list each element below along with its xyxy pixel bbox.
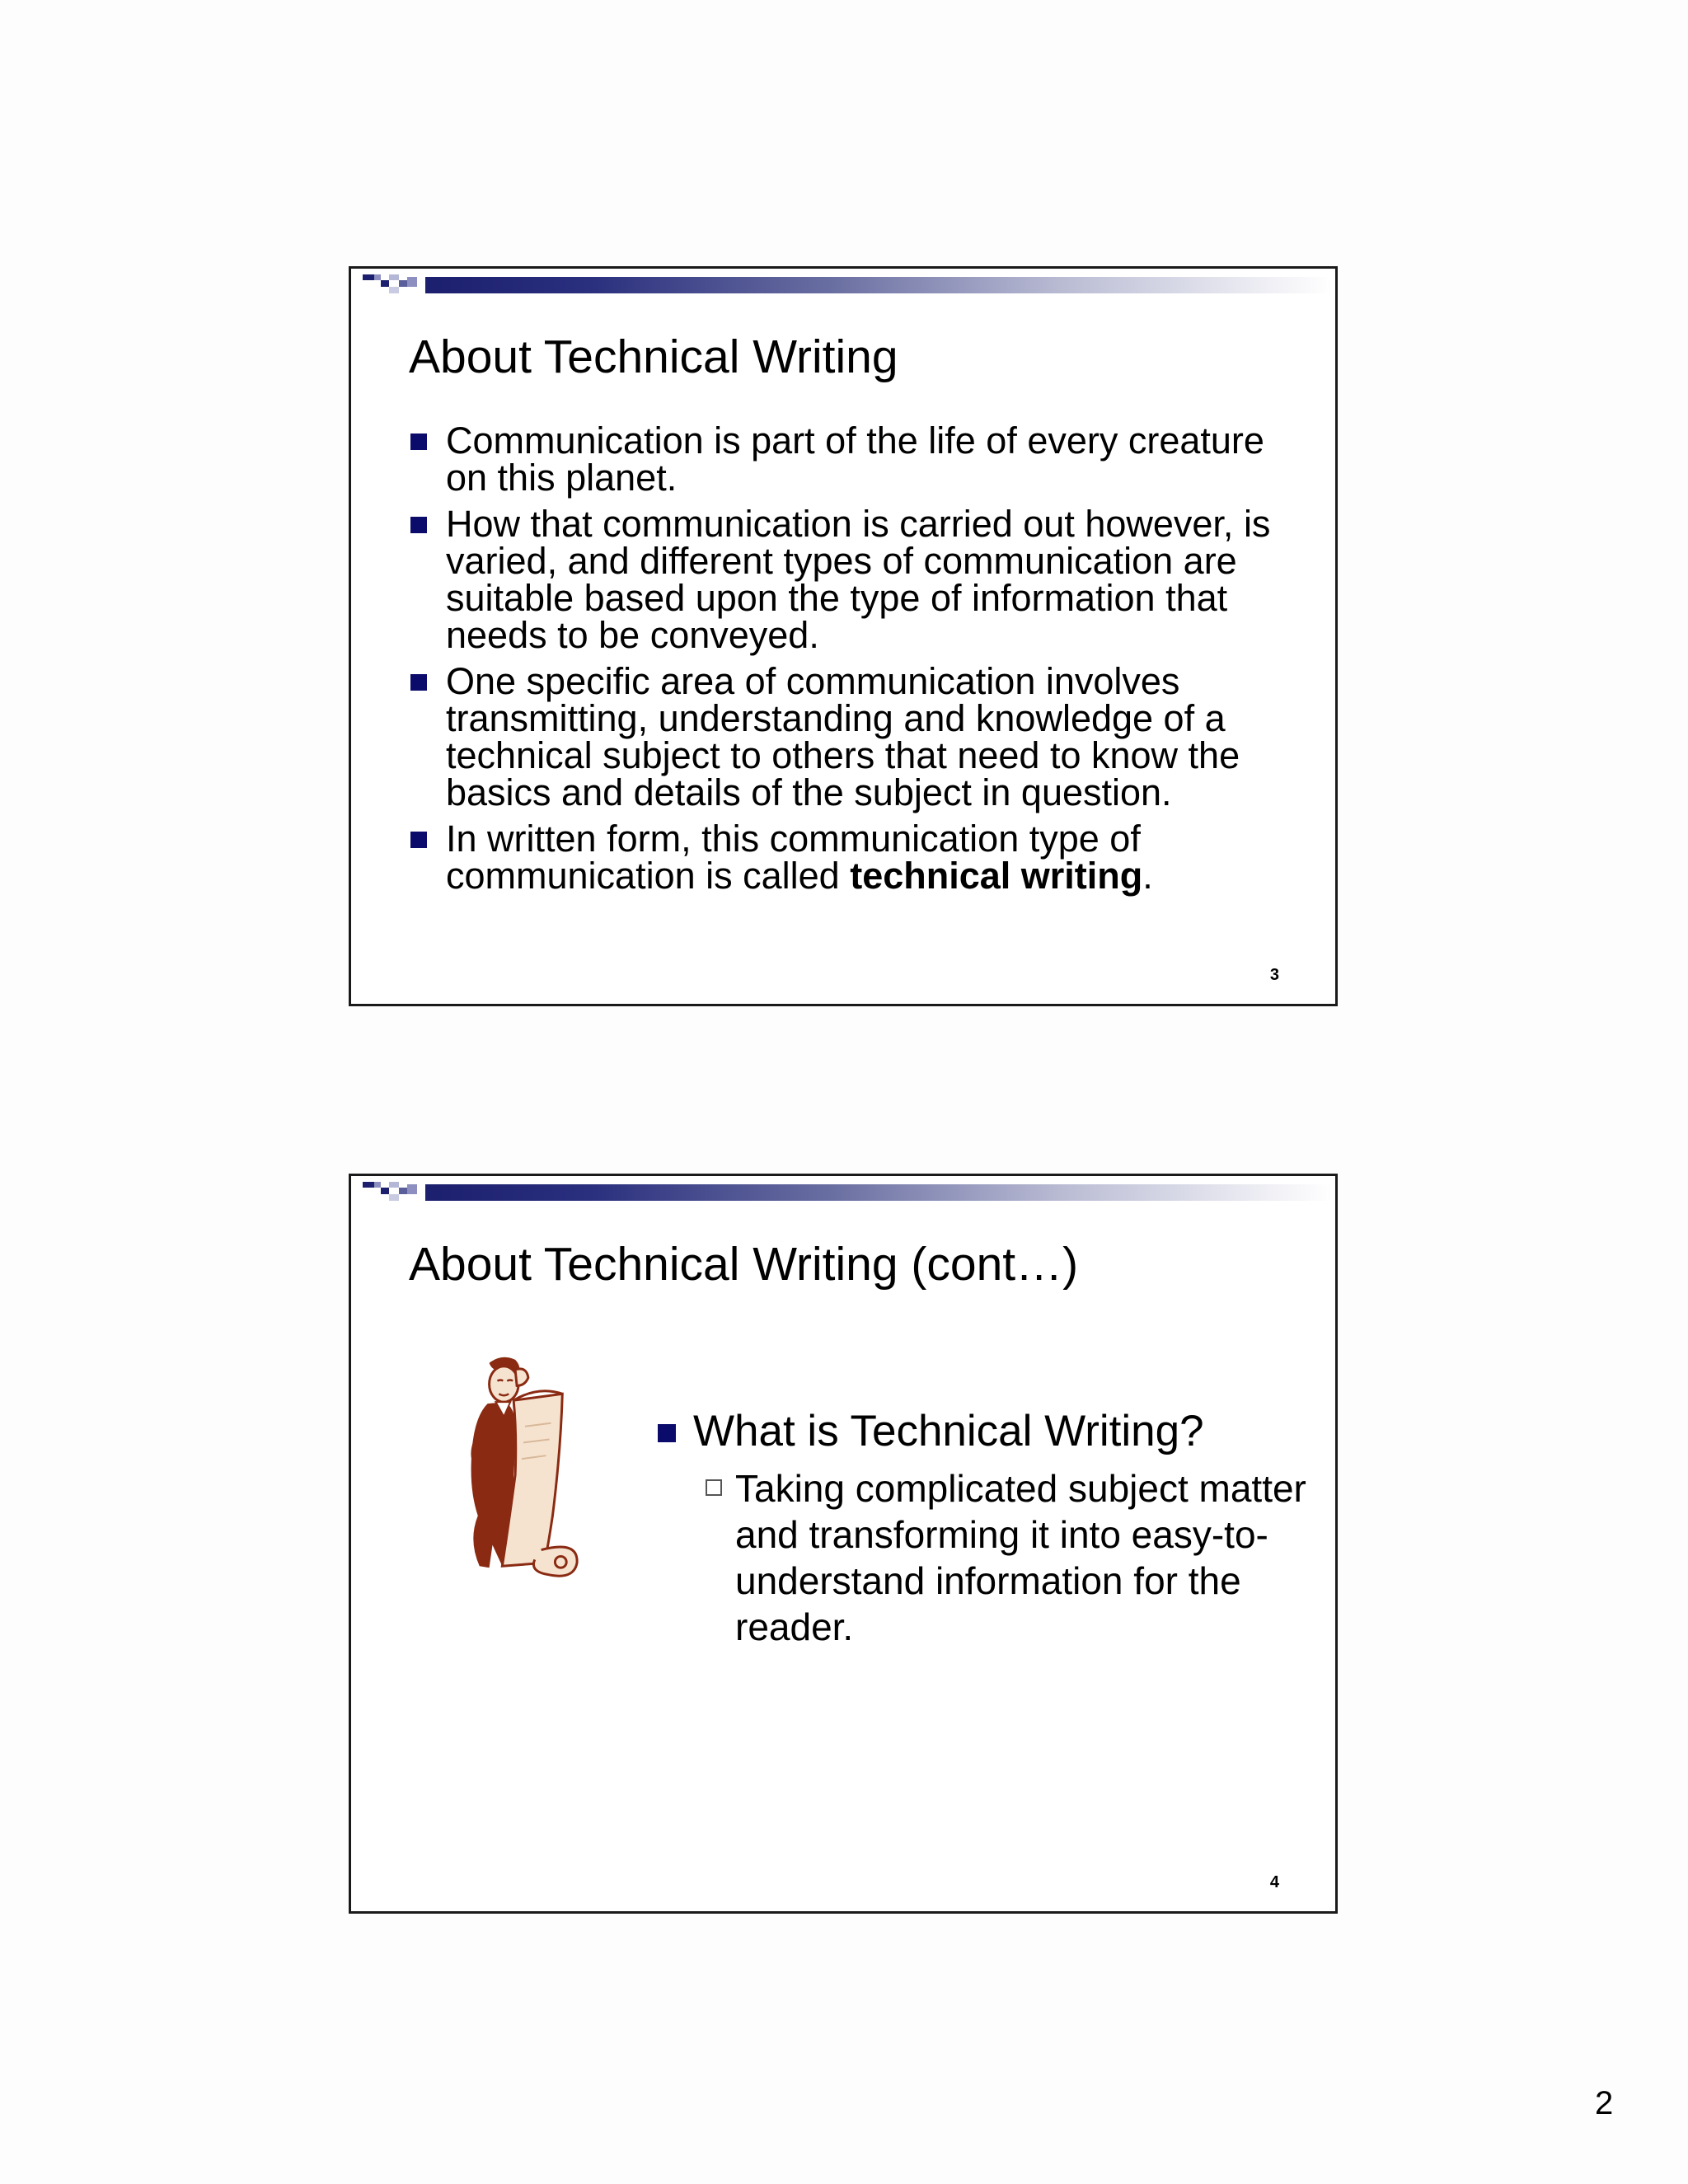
bullet-text bbox=[446, 818, 1153, 897]
bold-term: technical writing bbox=[850, 855, 1143, 897]
square-bullet-icon bbox=[410, 517, 427, 533]
bullet-list bbox=[409, 419, 1299, 903]
slide-title: About Technical Writing (cont…) bbox=[409, 1238, 1079, 1291]
slide-number: 3 bbox=[1269, 966, 1279, 984]
square-bullet-icon bbox=[410, 674, 427, 691]
bullet-text-after: . bbox=[1142, 855, 1153, 897]
bullet-item bbox=[409, 505, 1299, 654]
main-bullet-text: What is Technical Writing? bbox=[693, 1407, 1204, 1455]
pixel-decoration bbox=[351, 1176, 434, 1212]
page-number: 2 bbox=[1595, 2085, 1614, 2121]
man-reading-scroll-icon bbox=[457, 1353, 587, 1581]
bullet-item bbox=[409, 818, 1299, 897]
slide-3 bbox=[349, 266, 1338, 1006]
bullet-text: Communication is part of the life of every creature on this planet. bbox=[446, 419, 1264, 499]
slide-number: 4 bbox=[1269, 1873, 1279, 1891]
bullet-text-before: In written form, this communication type of communication is called bbox=[446, 818, 1141, 897]
title-gradient-band bbox=[425, 1184, 1332, 1201]
square-bullet-icon bbox=[410, 832, 427, 848]
main-bullet bbox=[656, 1407, 1204, 1456]
bullet-item bbox=[409, 419, 1299, 499]
slide-title: About Technical Writing bbox=[409, 330, 898, 383]
bullet-text: How that communication is carried out however, is varied, and different types of communication are suitable based upon the type of information that needs to be conveyed. bbox=[446, 503, 1271, 656]
pixel-decoration bbox=[351, 269, 434, 305]
slide-4 bbox=[349, 1174, 1338, 1914]
square-bullet-icon bbox=[658, 1424, 676, 1442]
square-bullet-icon bbox=[410, 434, 427, 450]
sub-bullet bbox=[706, 1465, 1329, 1650]
bullet-text: One specific area of communication involves transmitting, understanding and knowledge of a technical subject to others that need to know the basics and details of the subject in question. bbox=[446, 660, 1240, 813]
hollow-square-bullet-icon bbox=[706, 1479, 722, 1496]
bullet-item bbox=[409, 660, 1299, 813]
title-gradient-band bbox=[425, 277, 1332, 293]
sub-bullet-text: Taking complicated subject matter and transforming it into easy-to-understand information for the reader. bbox=[735, 1467, 1306, 1648]
